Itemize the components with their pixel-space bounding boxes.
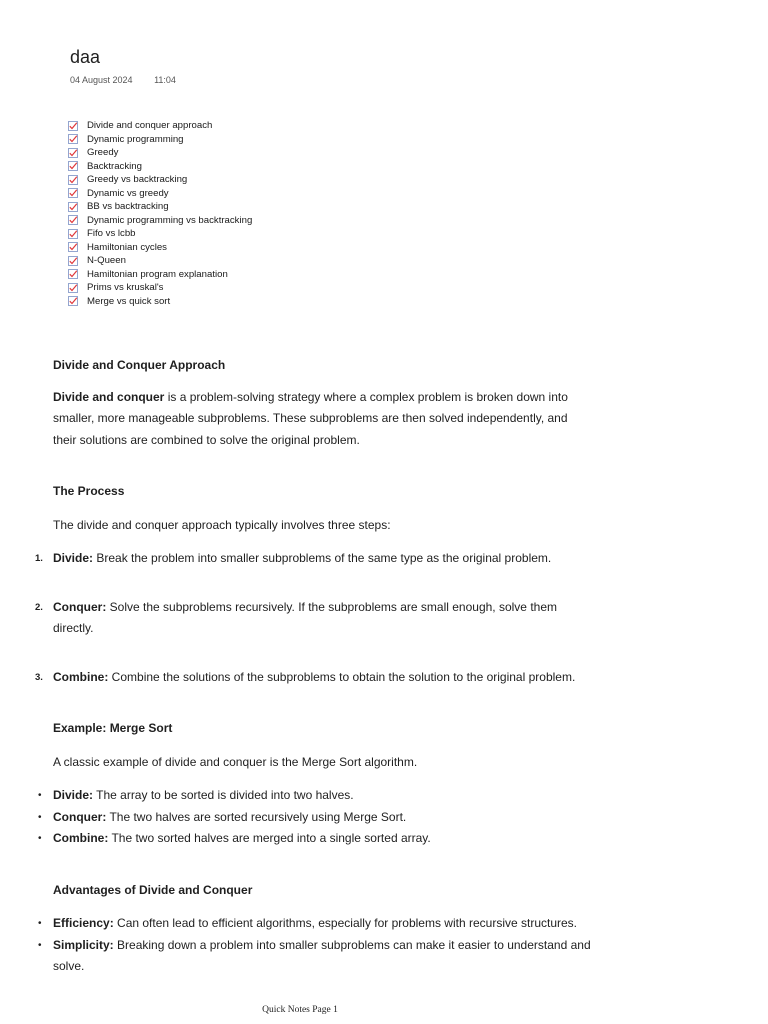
example-list [38, 785, 613, 850]
note-content [35, 355, 613, 978]
list-text: solve. [53, 959, 85, 973]
section-heading: Example: Merge Sort [53, 721, 173, 735]
section-heading: The Process [53, 484, 125, 498]
page-time: 11:04 [154, 75, 176, 85]
checkbox-checked-icon[interactable] [68, 269, 78, 279]
todo-item-label: Backtracking [87, 160, 142, 172]
todo-item-label: Greedy [87, 147, 119, 159]
checkbox-checked-icon[interactable] [68, 134, 78, 144]
bullet-icon: • [38, 811, 42, 823]
todo-item-label: Dynamic programming vs backtracking [87, 214, 253, 226]
todo-item[interactable] [68, 200, 252, 214]
intro-term: Divide and conquer [53, 389, 165, 404]
todo-item-label: Divide and conquer approach [87, 120, 213, 132]
checkbox-checked-icon[interactable] [68, 215, 78, 225]
step-item [35, 597, 613, 640]
todo-item[interactable] [68, 146, 252, 160]
todo-item[interactable] [68, 160, 252, 174]
todo-list [68, 119, 252, 308]
page-title: daa [70, 47, 101, 67]
step-term: Divide: [53, 551, 94, 565]
process-intro: The divide and conquer approach typically involves three steps: [53, 517, 391, 532]
todo-item[interactable] [68, 187, 252, 201]
step-text: Solve the subproblems recursively. If the subproblems are small enough, solve them [106, 599, 557, 614]
todo-item[interactable] [68, 268, 252, 282]
todo-item-label: Fifo vs lcbb [87, 228, 136, 240]
todo-item[interactable] [68, 227, 252, 241]
bullet-icon: • [38, 790, 42, 801]
page-footer: Quick Notes Page 1 [262, 1005, 338, 1015]
step-text: directly. [53, 621, 94, 635]
checkbox-checked-icon[interactable] [68, 296, 78, 306]
todo-item-label: Prims vs kruskal's [87, 282, 164, 294]
list-text: Breaking down a problem into smaller subproblems can make it easier to understand and [113, 937, 591, 952]
intro-text: smaller, more manageable subproblems. These subproblems are then solved independently, and [53, 411, 568, 425]
bullet-icon: • [38, 918, 42, 929]
todo-item[interactable] [68, 119, 252, 133]
list-text: The array to be sorted is divided into two halves. [93, 788, 354, 802]
list-item [38, 807, 613, 829]
checkbox-checked-icon[interactable] [68, 242, 78, 252]
section-heading: Divide and Conquer Approach [53, 358, 226, 372]
checkbox-checked-icon[interactable] [68, 148, 78, 158]
intro-text: is a problem-solving strategy where a complex problem is broken down into [164, 389, 568, 404]
step-term: Combine: [53, 669, 109, 684]
page-date: 04 August 2024 [70, 75, 133, 85]
todo-item[interactable] [68, 281, 252, 295]
todo-item[interactable] [68, 254, 252, 268]
todo-item-label: Hamiltonian program explanation [87, 268, 228, 280]
todo-item-label: Dynamic vs greedy [87, 187, 169, 199]
list-term: Efficiency: [53, 916, 114, 930]
checkbox-checked-icon[interactable] [68, 229, 78, 239]
intro-text: their solutions are combined to solve the original problem. [53, 432, 360, 447]
checkbox-checked-icon[interactable] [68, 121, 78, 131]
todo-item[interactable] [68, 214, 252, 228]
checkbox-checked-icon[interactable] [68, 188, 78, 198]
todo-item[interactable] [68, 133, 252, 147]
section-heading: Advantages of Divide and Conquer [53, 882, 253, 897]
bullet-icon: • [38, 833, 42, 844]
list-text: Can often lead to efficient algorithms, especially for problems with recursive structures. [113, 916, 578, 930]
list-term: Conquer: [53, 809, 107, 824]
list-term: Divide: [53, 788, 94, 802]
todo-item-label: N-Queen [87, 255, 126, 267]
example-intro: A classic example of divide and conquer is the Merge Sort algorithm. [53, 754, 418, 769]
step-number: 3. [35, 671, 43, 683]
bullet-icon: • [38, 939, 42, 951]
step-text: Break the problem into smaller subproblems of the same type as the original problem. [93, 551, 552, 565]
step-text: Combine the solutions of the subproblems to obtain the solution to the original problem. [108, 669, 576, 684]
step-item [35, 548, 613, 570]
todo-item[interactable] [68, 173, 252, 187]
checkbox-checked-icon[interactable] [68, 161, 78, 171]
list-text: The two sorted halves are merged into a single sorted array. [108, 831, 431, 845]
todo-item-label: Greedy vs backtracking [87, 174, 188, 186]
step-number: 1. [35, 553, 43, 564]
todo-item-label: Hamiltonian cycles [87, 241, 167, 253]
list-item [38, 828, 613, 850]
list-item [38, 785, 613, 807]
todo-item-label: BB vs backtracking [87, 201, 169, 213]
list-term: Combine: [53, 831, 109, 845]
step-term: Conquer: [53, 599, 107, 614]
page-meta [70, 75, 176, 85]
todo-item[interactable] [68, 295, 252, 309]
list-term: Simplicity: [53, 937, 114, 952]
checkbox-checked-icon[interactable] [68, 283, 78, 293]
checkbox-checked-icon[interactable] [68, 256, 78, 266]
step-item [35, 667, 613, 689]
list-item [38, 935, 613, 978]
intro-paragraph [53, 387, 613, 452]
checkbox-checked-icon[interactable] [68, 202, 78, 212]
todo-item[interactable] [68, 241, 252, 255]
list-item [38, 913, 613, 935]
advantages-list [38, 913, 613, 978]
checkbox-checked-icon[interactable] [68, 175, 78, 185]
todo-item-label: Dynamic programming [87, 133, 184, 145]
list-text: The two halves are sorted recursively using Merge Sort. [106, 809, 407, 824]
step-number: 2. [35, 601, 43, 613]
todo-item-label: Merge vs quick sort [87, 295, 171, 307]
